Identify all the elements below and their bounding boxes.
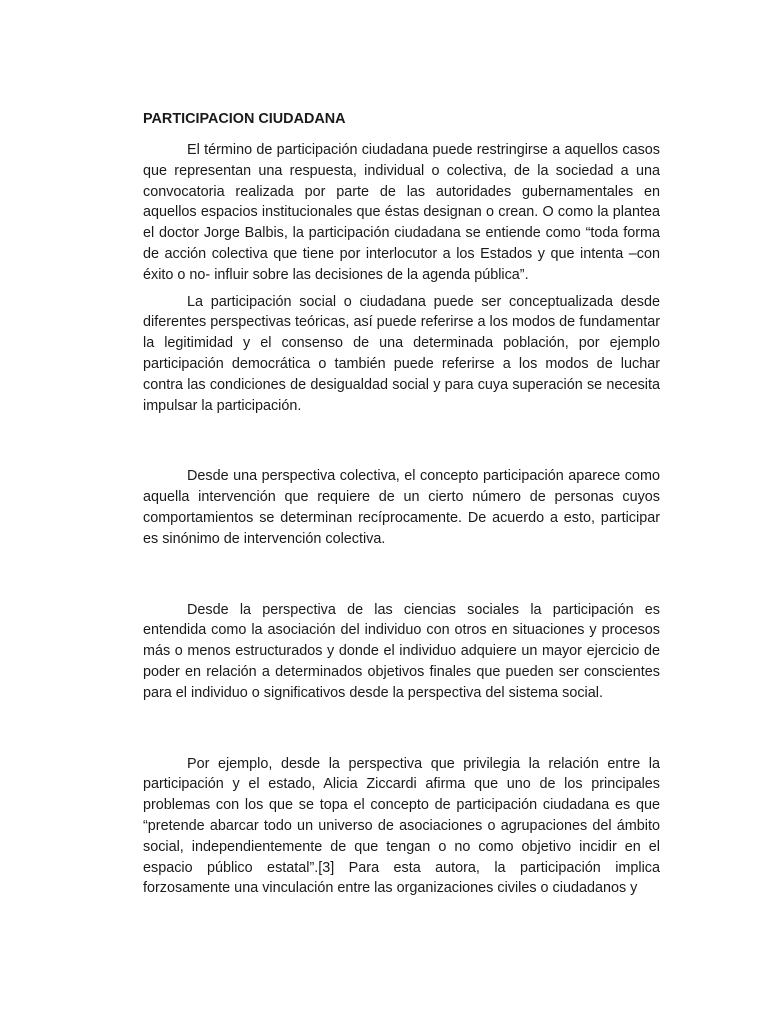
paragraph-4: Desde la perspectiva de las ciencias sociales la participación es entendida como la asociación del individuo con otros en situaciones y procesos más o menos estructurados y donde el individuo adquiere un mayor ejercicio de poder en relación a determinados objetivos finales que pueden ser conscientes para el individuo o significativos desde la perspectiva del sistema social. (143, 601, 660, 701)
document-title: PARTICIPACION CIUDADANA (143, 111, 346, 127)
document-body (143, 109, 660, 899)
paragraph-1: El término de participación ciudadana puede restringirse a aquellos casos que representan una respuesta, individual o colectiva, de la sociedad a una convocatoria realizada por parte de las autoridades gubernamentales en aquellos espacios institucionales que éstas designan o crean. O como la plantea el doctor Jorge Balbis, la participación ciudadana se entiende como “toda forma de acción colectiva que tiene por interlocutor a los Estados y que intenta –con éxito o no- influir sobre las decisiones de la agenda pública”. (143, 142, 660, 283)
paragraph-5: Por ejemplo, desde la perspectiva que privilegia la relación entre la participación y el estado, Alicia Ziccardi afirma que uno de los principales problemas con los que se topa el concepto de participación ciudadana es que “pretende abarcar todo un universo de asociaciones o agrupaciones del ámbito social, independientemente de que tengan o no como objetivo incidir en el espacio público estatal”.[3] Para esta autora, la participación implica forzosamente una vinculación entre las organizaciones civiles o ciudadanos y (143, 755, 660, 897)
paragraph-3: Desde una perspectiva colectiva, el concepto participación aparece como aquella intervención que requiere de un cierto número de personas cuyos comportamientos se determinan recíprocamente. De acuerdo a esto, participar es sinónimo de intervención colectiva. (143, 468, 660, 547)
paragraph-2: La participación social o ciudadana puede ser conceptualizada desde diferentes perspectivas teóricas, así puede referirse a los modos de fundamentar la legitimidad y el consenso de una determinada población, por ejemplo participación democrática o también puede referirse a los modos de luchar contra las condiciones de desigualdad social y para cuya superación se necesita impulsar la participación. (143, 293, 660, 414)
